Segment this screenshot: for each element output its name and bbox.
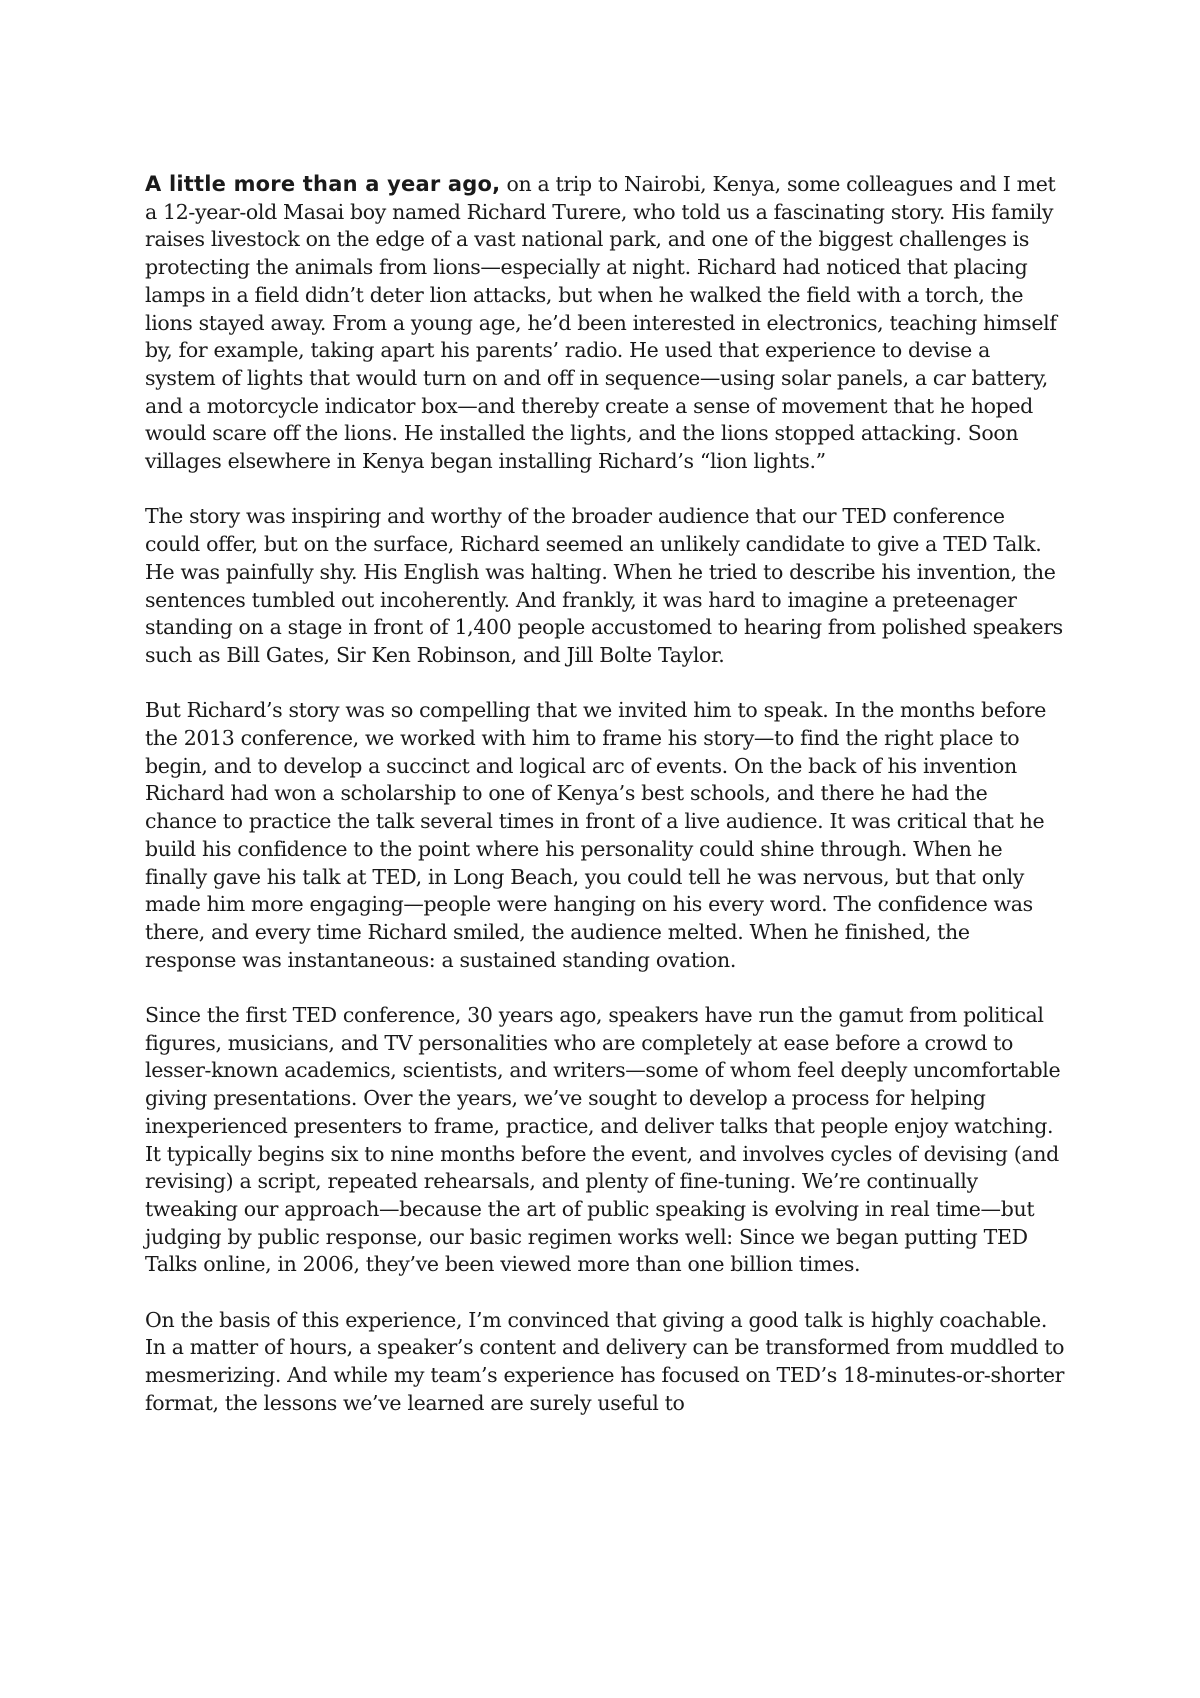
paragraph-1-text: on a trip to Nairobi, Kenya, some colleagues and I met a 12-year-old Masai boy named Richard Turere, who told us a fascinating story. His family raises livestock on the edge of a vast national park, and one of the biggest challenges is protecting the animals from lions—especially at night. Richard had noticed that placing lamps in a field didn’t deter lion attacks, but when he walked the field with a torch, the lions stayed away. From a young age, he’d been interested in electronics, teaching himself by, for example, taking apart his parents’ radio. He used that experience to devise a system of lights that would turn on and off in sequence—using solar panels, a car battery, and a motorcycle indicator box—and thereby create a sense of movement that he hoped would scare off the lions. He installed the lights, and the lions stopped attacking. Soon villages elsewhere in Kenya began installing Richard’s “lion lights.” <box>145 172 1057 474</box>
paragraph-3: But Richard’s story was so compelling that we invited him to speak. In the months before the 2013 conference, we worked with him to frame his story—to find the right place to begin, and to develop a succinct and logical arc of events. On the back of his invention Richard had won a scholarship to one of Kenya’s best schools, and there he had the chance to practice the talk several times in front of a live audience. It was critical that he build his confidence to the point where his personality could shine through. When he finally gave his talk at TED, in Long Beach, you could tell he was nervous, but that only made him more engaging—people were hanging on his every word. The confidence was there, and every time Richard smiled, the audience melted. When he finished, the response was instantaneous: a sustained standing ovation. <box>145 698 1047 972</box>
paragraph-1 <box>145 171 1065 476</box>
paragraph-2: The story was inspiring and worthy of the broader audience that our TED conference could offer, but on the surface, Richard seemed an unlikely candidate to give a TED Talk. He was painfully shy. His English was halting. When he tried to describe his invention, the sentences tumbled out incoherently. And frankly, it was hard to imagine a preteenager standing on a stage in front of 1,400 people accustomed to hearing from polished speakers such as Bill Gates, Sir Ken Robinson, and Jill Bolte Taylor. <box>145 504 1063 667</box>
paragraph-5: On the basis of this experience, I’m convinced that giving a good talk is highly coachable. In a matter of hours, a speaker’s content and delivery can be transformed from muddled to mesmerizing. And while my team’s experience has focused on TED’s 18-minutes-or-shorter format, the lessons we’ve learned are surely useful to <box>145 1307 1065 1415</box>
article-body <box>145 171 1065 1445</box>
paragraph-4: Since the first TED conference, 30 years ago, speakers have run the gamut from political figures, musicians, and TV personalities who are completely at ease before a crowd to lesser-known academics, scientists, and writers—some of whom feel deeply uncomfortable giving presentations. Over the years, we’ve sought to develop a process for helping inexperienced presenters to frame, practice, and deliver talks that people enjoy watching. It typically begins six to nine months before the event, and involves cycles of devising (and revising) a script, repeated rehearsals, and plenty of fine-tuning. We’re continually tweaking our approach—because the art of public speaking is evolving in real time—but judging by public response, our basic regimen works well: Since we began putting TED Talks online, in 2006, they’ve been viewed more than one billion times. <box>145 1003 1061 1277</box>
lead-in-heading: A little more than a year ago, <box>145 172 501 196</box>
